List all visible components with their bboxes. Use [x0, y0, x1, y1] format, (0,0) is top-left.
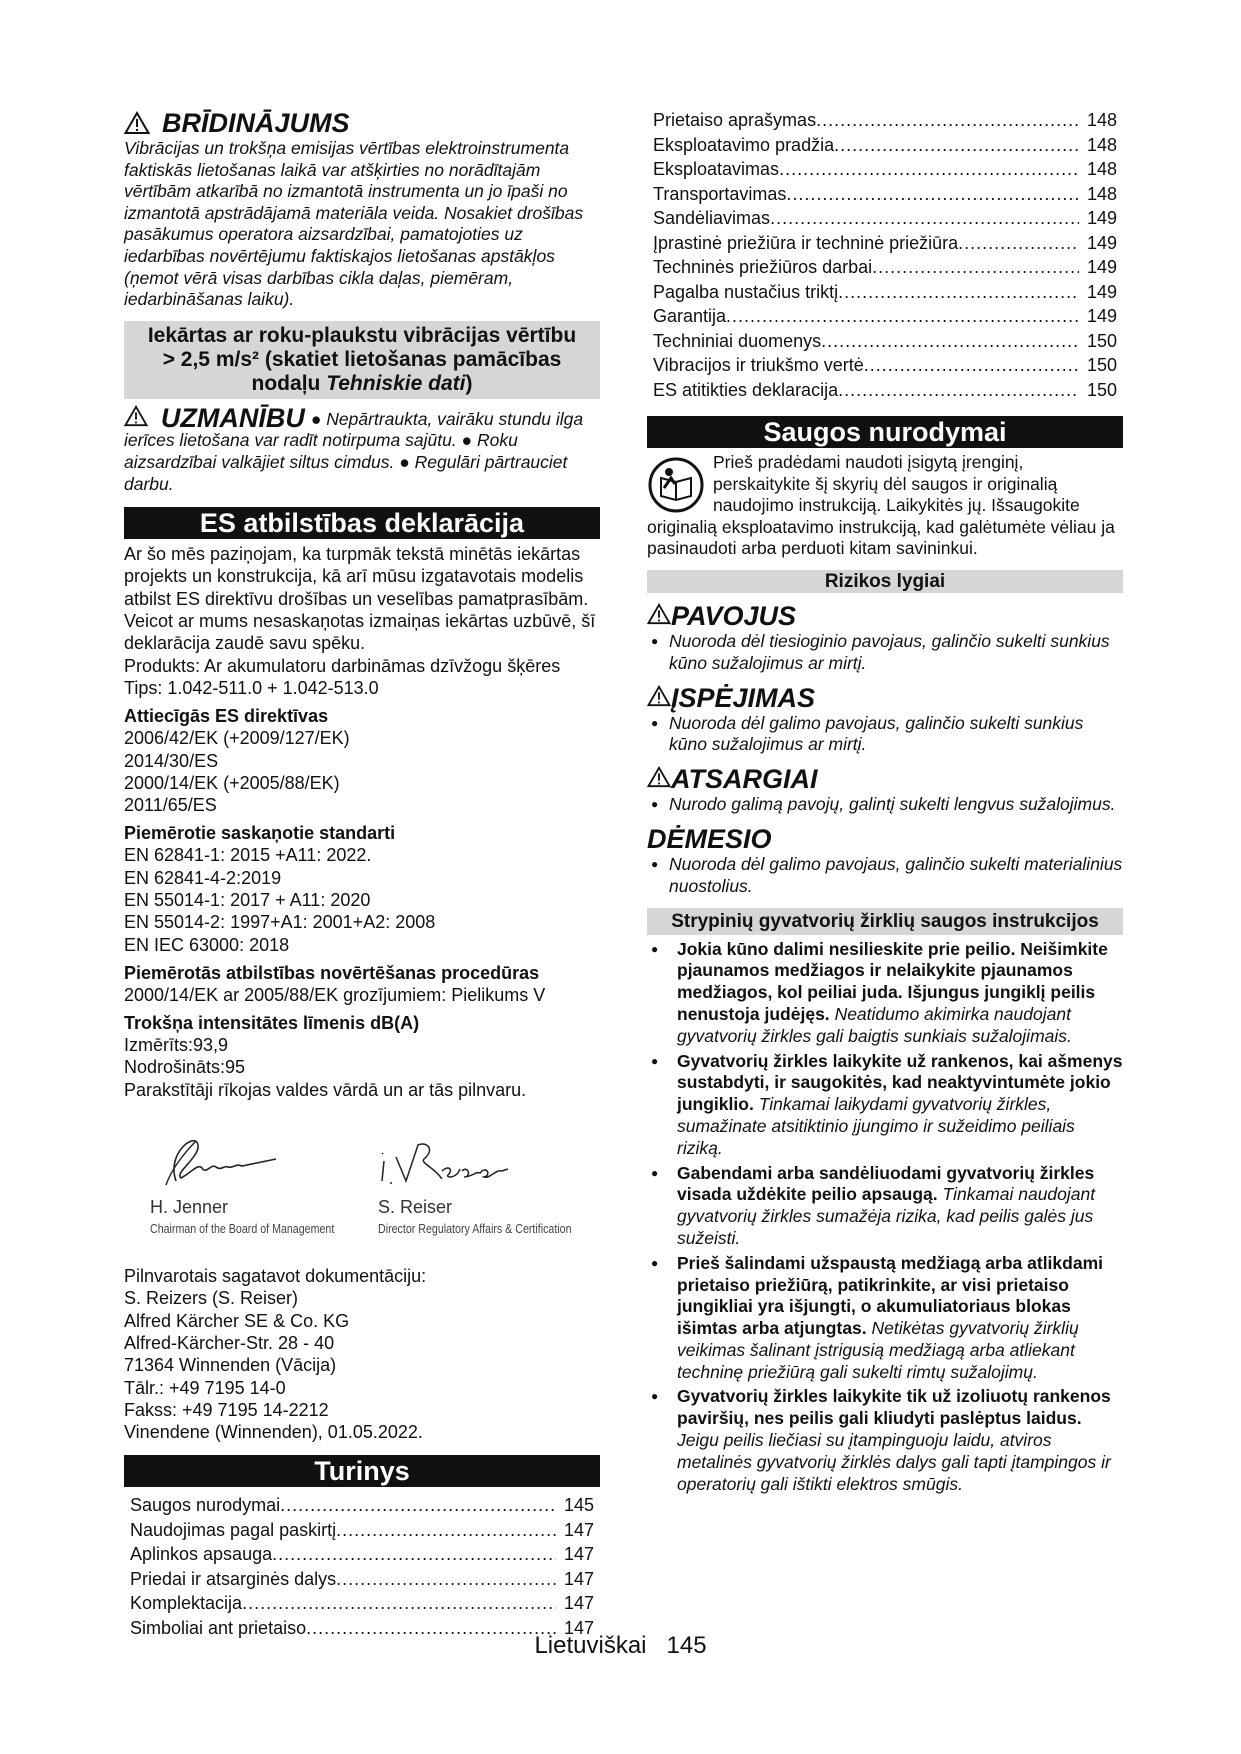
page-footer	[0, 1632, 1241, 1660]
procedure-title: Piemērotās atbilstības novērtēšanas procedūras	[124, 962, 540, 983]
standard-item: EN 55014-1: 2017 + A11: 2020	[124, 889, 371, 910]
address-block	[124, 1265, 600, 1443]
hedge-item: ● Jokia kūno dalimi nesilieskite prie peilio. Neišimkite pjaunamos medžiagos ir nelaikykite pjaunamos medžiagos, kol peiliai juda. Išjungus jungiklį peilis nenustoja judėjęs. Neatidumo akimirka naudojant gyvatvorių žirkles gali baigtis sunkiais sužalojimais.	[647, 939, 1123, 1048]
warning-title: BRĪDINĀJUMS	[162, 108, 350, 138]
procedure-text: 2000/14/EK ar 2005/88/EK grozījumiem: Pielikums V	[124, 984, 546, 1005]
address-line: Pilnvarotais sagatavot dokumentāciju:	[124, 1266, 427, 1287]
signature-reiser	[376, 1135, 526, 1195]
level-danger-text: ● Nuoroda dėl tiesioginio pavojaus, galinčio sukelti sunkius kūno sužalojimus ar mirtį.	[647, 631, 1123, 675]
warning-triangle-icon	[124, 405, 148, 427]
address-line: Alfred-Kärcher-Str. 28 - 40	[124, 1332, 335, 1353]
toc-item[interactable]: Techninės priežiūros darbai ..... 149	[653, 255, 1117, 280]
signature-jenner	[136, 1123, 286, 1193]
address-line: Fakss: +49 7195 14-2212	[124, 1399, 329, 1420]
toc-item[interactable]: Techniniai duomenys ..... 150	[653, 329, 1117, 354]
hedge-item: ● Gabendami arba sandėliuodami gyvatvorių žirkles visada uždėkite peilio apsaugą. Tinkamai naudojant gyvatvorių žirkles sumažėja rizika, kad peilis galės jus sužeisti.	[647, 1163, 1123, 1250]
noise-measured: Izmērīts:93,9	[124, 1035, 229, 1056]
standard-item: EN 55014-2: 1997+A1: 2001+A2: 2008	[124, 912, 436, 933]
risk-levels-title: Rizikos lygiai	[647, 570, 1123, 593]
noise-title: Trokšņa intensitātes līmenis dB(A)	[124, 1013, 420, 1034]
vibration-line-3: nodaļu Tehniskie dati)	[251, 371, 473, 395]
level-warning: ĮSPĖJIMAS	[647, 683, 1123, 713]
standard-item: EN IEC 63000: 2018	[124, 934, 290, 955]
read-manual-icon	[647, 456, 705, 514]
level-notice: DĖMESIO	[647, 823, 772, 854]
level-warning-text: ● Nuoroda dėl galimo pavojaus, galinčio sukelti sunkius kūno sužalojimus ar mirtį.	[647, 713, 1123, 757]
address-line: Vinendene (Winnenden), 01.05.2022.	[124, 1422, 423, 1443]
noise-guaranteed: Nodrošināts:95	[124, 1057, 246, 1078]
vibration-line-2: > 2,5 m/s² (skatiet lietošanas pamācības	[162, 347, 562, 371]
directive-item: 2006/42/EK (+2009/127/EK)	[124, 728, 350, 749]
footer-page-number: 145	[666, 1632, 707, 1659]
hedge-item: ● Prieš šalindami užspaustą medžiagą arba atlikdami prietaiso priežiūrą, patikrinkite, ar visi prietaiso jungikliai yra išjungti, o akumuliatoriaus blokas išimtas arba atjungtas. Netikėtas gyvatvorių žirklių veikimas šalinant įstrigusią medžiagą arba atliekant techninę priežiūrą gali sukelti rimtų sužalojimų.	[647, 1253, 1123, 1384]
vibration-box	[124, 321, 600, 399]
toc-item[interactable]: Transportavimas ..... 148	[653, 182, 1117, 207]
directive-item: 2014/30/ES	[124, 750, 219, 771]
address-line: Alfred Kärcher SE & Co. KG	[124, 1310, 350, 1331]
warning-triangle-icon	[647, 766, 671, 788]
safety-heading: Saugos nurodymai	[647, 416, 1123, 448]
signatory-2-title: Director Regulatory Affairs & Certification	[378, 1221, 572, 1237]
directive-item: 2011/65/ES	[124, 795, 217, 816]
caution-text: ● Nepārtraukta, vairāku stundu ilga ierīces lietošana var radīt notirpuma sajūtu. ● Roku aizsardzībai valkājiet siltus cimdus. ● Regulāri pārtrauciet darbu.	[124, 408, 584, 494]
declaration-heading: ES atbilstības deklarācija	[124, 507, 600, 539]
signatures	[124, 1123, 600, 1243]
signed-statement: Parakstītāji rīkojas valdes vārdā un ar tās pilnvaru.	[124, 1079, 527, 1100]
toc-item[interactable]: ES atitikties deklaracija ..... 150	[653, 378, 1117, 403]
level-notice-text: ● Nuoroda dėl galimo pavojaus, galinčio sukelti materialinius nuostolius.	[647, 854, 1123, 898]
toc-item[interactable]: Komplektacija ..... 147	[130, 1591, 594, 1616]
toc-item[interactable]: Pagalba nustačius triktį ..... 149	[653, 280, 1117, 305]
declaration-intro: Ar šo mēs paziņojam, ka turpmāk tekstā minētās iekārtas projekts un konstrukcija, kā arī mūsu izgatavotais modelis atbilst ES direktīvu drošības un veselības pamatprasībām. Veicot ar mums nesaskaņotas izmaiņas iekārtas uzbūvē, šī deklarācija zaudē savu spēku.	[124, 544, 596, 654]
address-line: S. Reizers (S. Reiser)	[124, 1288, 299, 1309]
left-column	[124, 108, 600, 1640]
toc-item[interactable]: Saugos nurodymai ..... 145	[130, 1493, 594, 1518]
vibration-line-1: Iekārtas ar roku-plaukstu vibrācijas vērtību	[147, 323, 577, 347]
address-line: 71364 Winnenden (Vācija)	[124, 1355, 337, 1376]
signatory-1-title: Chairman of the Board of Management	[150, 1221, 335, 1237]
level-danger: PAVOJUS	[647, 601, 1123, 631]
hedge-item: ● Gyvatvorių žirkles laikykite tik už izoliuotų rankenos paviršių, nes peilis gali kliudyti paslėptus laidus. Jeigu peilis liečiasi su įtampinguoju laidu, atviros metalinės gyvatvorių žirklės dalys gali tapti įtampingos ir operatorių gali ištikti elektros smūgis.	[647, 1386, 1123, 1495]
warning-triangle-icon	[647, 685, 671, 707]
toc-item[interactable]: Eksploatavimo pradžia ..... 148	[653, 133, 1117, 158]
toc-item[interactable]: Naudojimas pagal paskirtį ..... 147	[130, 1518, 594, 1543]
standard-item: EN 62841-4-2:2019	[124, 867, 282, 888]
toc-item[interactable]: Garantija ..... 149	[653, 304, 1117, 329]
toc-item[interactable]: Įprastinė priežiūra ir techninė priežiūra ..... 149	[653, 231, 1117, 256]
toc-item[interactable]: Eksploatavimas ..... 148	[653, 157, 1117, 182]
standard-item: EN 62841-1: 2015 +A11: 2022.	[124, 845, 372, 866]
warning-text: Vibrācijas un trokšņa emisijas vērtības elektroinstrumenta faktiskās lietošanas laikā var atšķirties no norādītajām vērtībām atkarībā no izmantotā instrumenta un jo īpaši no izmantotā apstrādājamā materiāla veida. Nosakiet drošības pasākumus operatora aizsardzībai, pamatojoties uz iedarbības novērtējumu faktiskajos lietošanas apstākļos (ņemot vērā visas darbības cikla daļas, piemēram, iedarbināšanas laiku).	[124, 138, 584, 310]
right-column	[647, 108, 1123, 1495]
level-caution: ATSARGIAI	[647, 764, 1123, 794]
safety-intro: Prieš pradėdami naudoti įsigytą įrenginį, perskaitykite šį skyrių dėl saugos ir originalią naudojimo instrukciją. Laikykitės jų. Išsaugokite originalią eksploatavimo instrukciją, kad galėtumėte vėliau ja pasinaudoti arba perduoti kitam savininkui.	[647, 452, 1115, 559]
standards-title: Piemērotie saskaņotie standarti	[124, 823, 396, 844]
contents-list-left	[124, 1487, 600, 1640]
hedge-item: ● Gyvatvorių žirkles laikykite už rankenos, kai ašmenys sustabdyti, ir saugokitės, kad neaktyvintumėte jokio jungiklio. Tinkamai laikydami gyvatvorių žirkles, sumažinate atsitiktinio įjungimo ir sužeidimo peiliais riziką.	[647, 1051, 1123, 1160]
address-line: Tālr.: +49 7195 14-0	[124, 1377, 286, 1398]
toc-item[interactable]: Aplinkos apsauga ..... 147	[130, 1542, 594, 1567]
toc-item[interactable]: Vibracijos ir triukšmo vertė ..... 150	[653, 353, 1117, 378]
toc-item[interactable]: Priedai ir atsarginės dalys ..... 147	[130, 1567, 594, 1592]
hedge-safety-title: Strypinių gyvatvorių žirklių saugos instrukcijos	[647, 908, 1123, 935]
footer-language: Lietuviškai	[534, 1632, 647, 1659]
signatory-2-name: S. Reiser	[378, 1197, 453, 1218]
warning-heading	[124, 108, 600, 138]
toc-item[interactable]: Sandėliavimas ..... 149	[653, 206, 1117, 231]
directives-title: Attiecīgās ES direktīvas	[124, 706, 329, 727]
signatory-1-name: H. Jenner	[150, 1197, 229, 1218]
directive-item: 2000/14/EK (+2005/88/EK)	[124, 772, 340, 793]
toc-item[interactable]: Simboliai ant prietaiso ..... 147	[130, 1616, 594, 1641]
contents-heading: Turinys	[124, 1455, 600, 1487]
hedge-safety-list	[647, 939, 1123, 1496]
caution-title: UZMANĪBU	[160, 402, 305, 433]
level-caution-text: ● Nurodo galimą pavojų, galintį sukelti lengvus sužalojimus.	[647, 794, 1123, 816]
declaration-product: Produkts: Ar akumulatoru darbināmas dzīvžogu šķēres	[124, 655, 561, 676]
declaration-types: Tips: 1.042-511.0 + 1.042-513.0	[124, 677, 379, 698]
toc-item[interactable]: Prietaiso aprašymas ..... 148	[653, 108, 1117, 133]
warning-triangle-icon	[124, 111, 150, 135]
contents-list-right	[647, 108, 1123, 402]
warning-triangle-icon	[647, 603, 671, 625]
caution-block	[124, 402, 600, 495]
